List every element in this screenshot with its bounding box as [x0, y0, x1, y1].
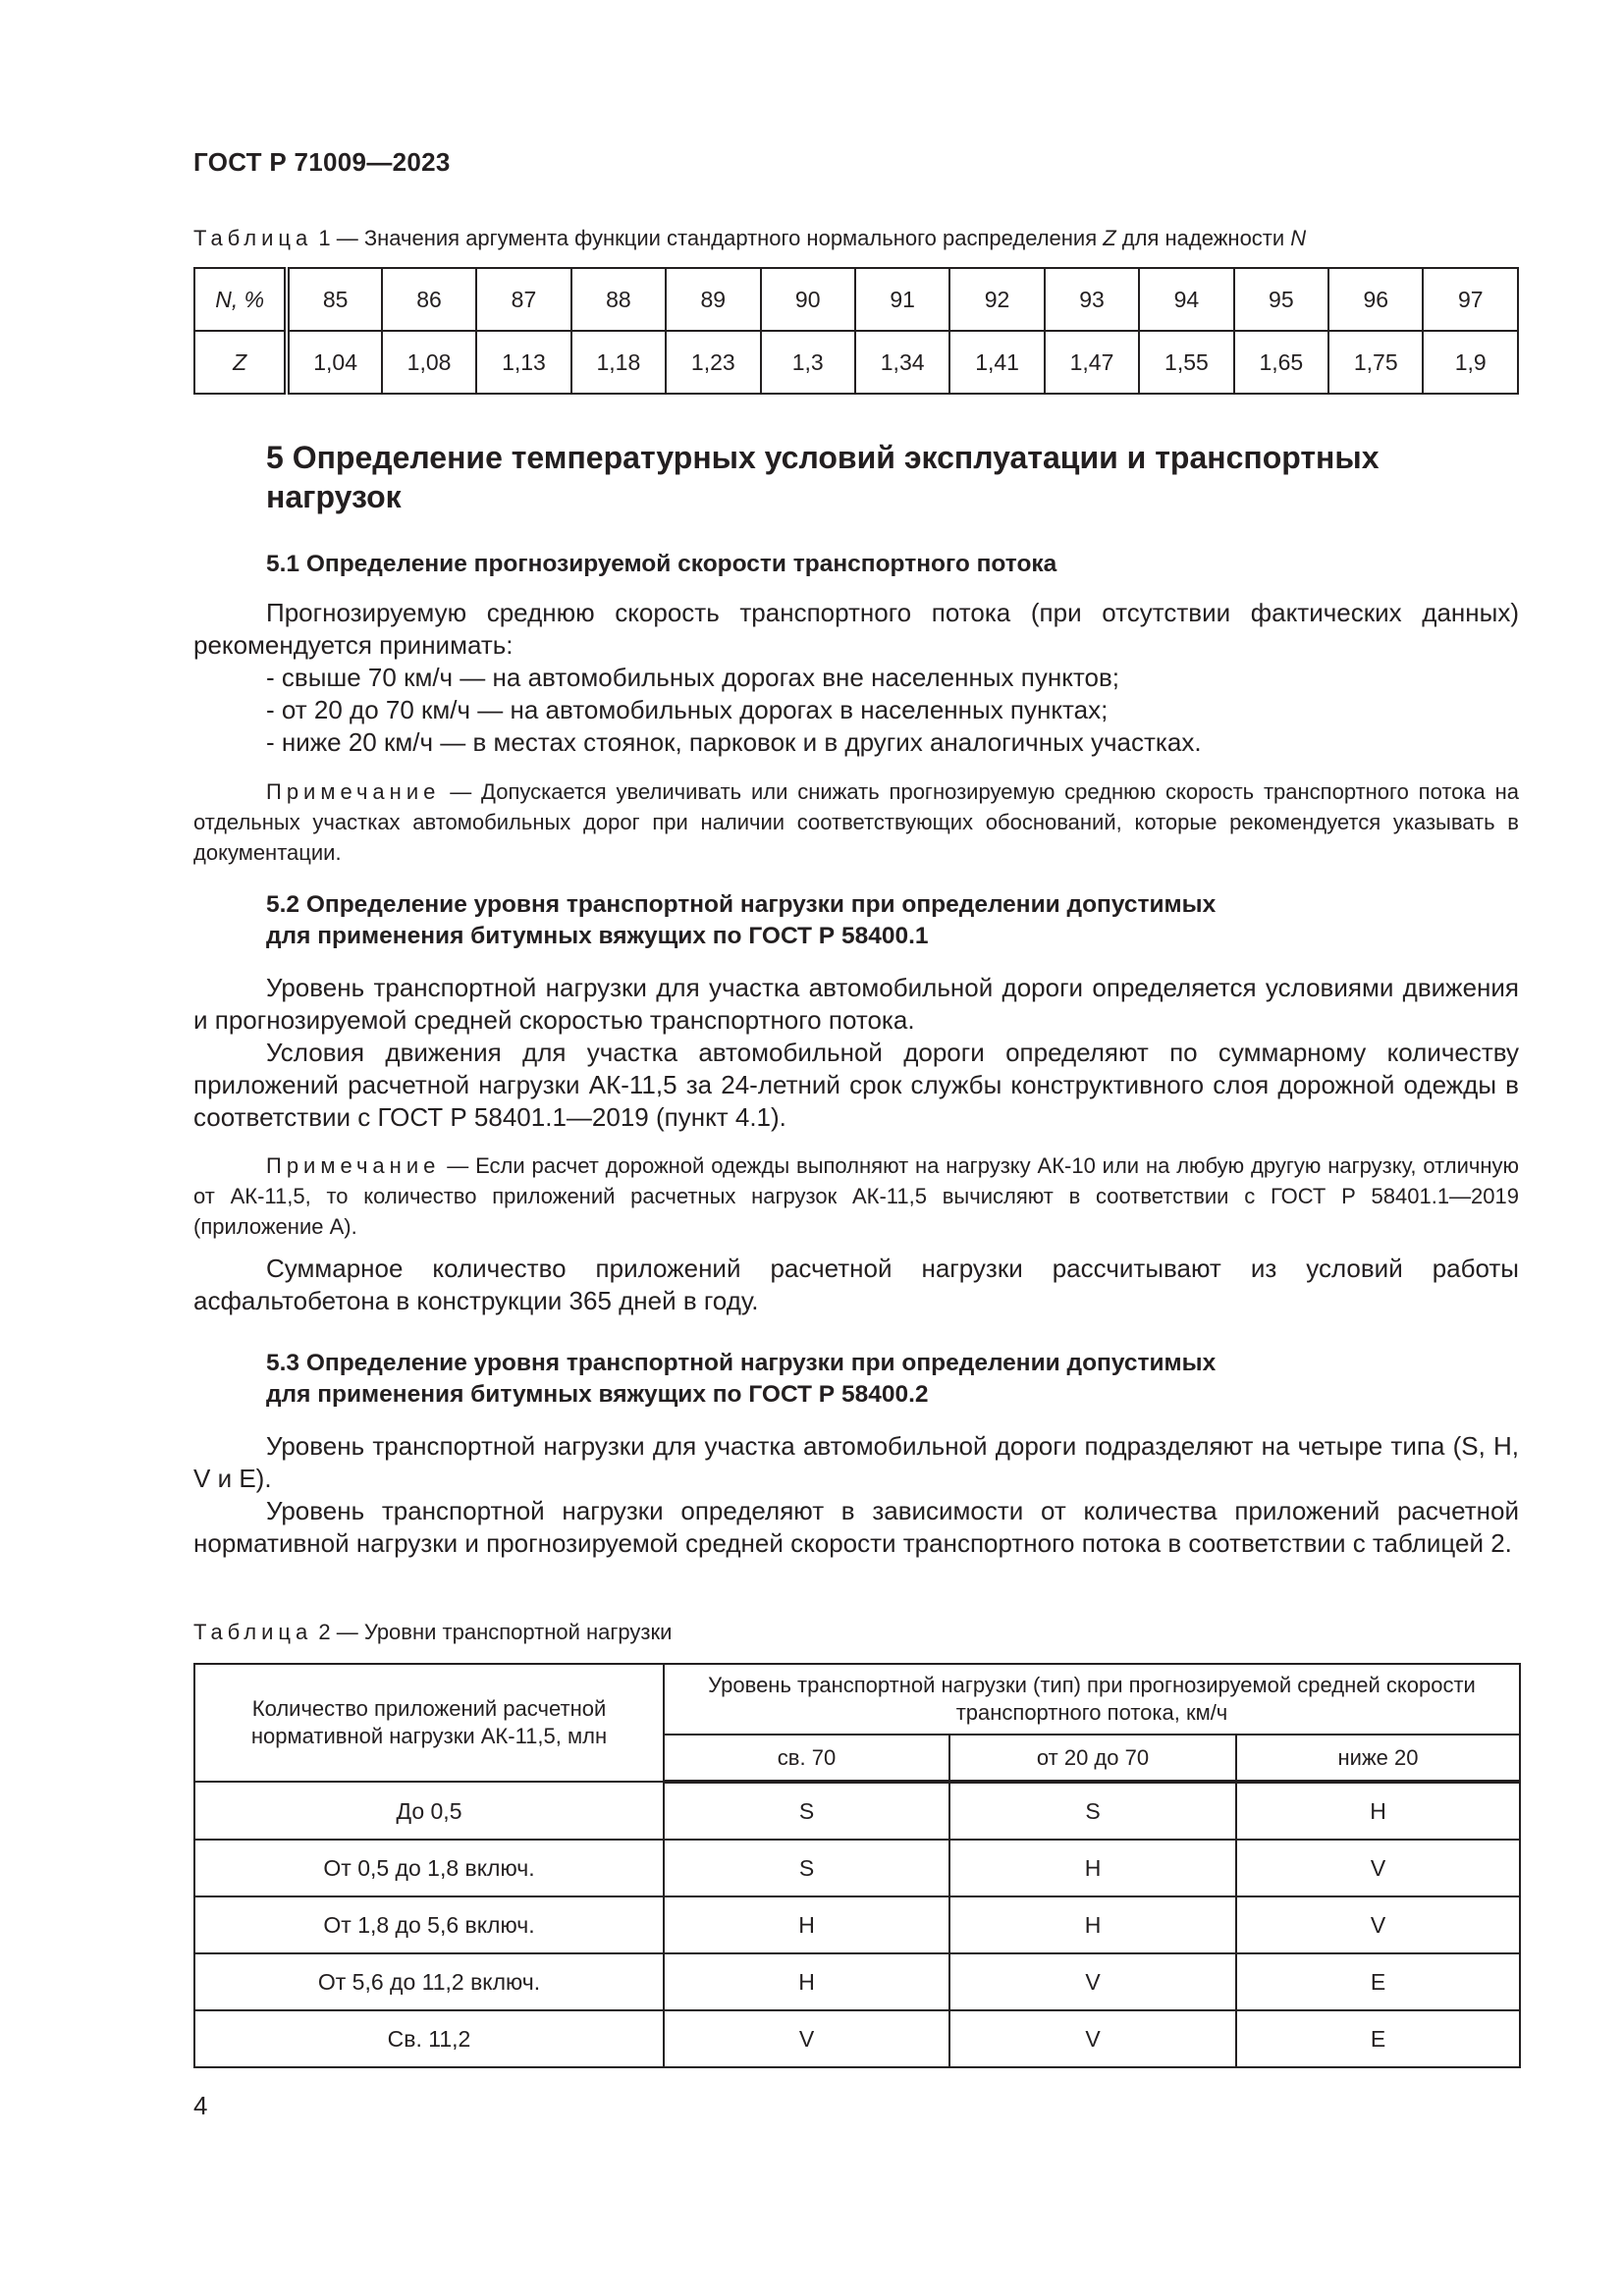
table2-level-cell: H	[1236, 1782, 1520, 1840]
section5-2-note	[193, 1150, 1519, 1242]
table1-cell-z: 1,65	[1234, 331, 1328, 394]
table2-level-cell: E	[1236, 2010, 1520, 2067]
table1-cell-z: 1,34	[855, 331, 949, 394]
table2-subheader: от 20 до 70	[949, 1735, 1236, 1782]
table1-cell-z: 1,13	[476, 331, 570, 394]
speed-list-item: - от 20 до 70 км/ч — на автомобильных дорогах в населенных пунктах;	[266, 695, 1109, 724]
table1-cell-n: 89	[666, 268, 760, 331]
table-row	[194, 2010, 1520, 2067]
table1-caption-text: 1 — Значения аргумента функции стандартного нормального распределения	[312, 226, 1104, 250]
table2-level-cell: H	[664, 1953, 949, 2010]
table2-header-row	[194, 1664, 1520, 1735]
speed-list-item: - ниже 20 км/ч — в местах стоянок, парковок и в других аналогичных участках.	[266, 727, 1202, 757]
note-text: — Если расчет дорожной одежды выполняют на нагрузку АК-10 или на любую другую нагрузку, отличную от АК-11,5, то количество приложений расчетных нагрузок АК-11,5 вычисляют в соответствии с ГОСТ Р 58401.1—2019 (приложение А).	[193, 1153, 1519, 1239]
table2-level-cell: V	[949, 2010, 1236, 2067]
table2-subheader: св. 70	[664, 1735, 949, 1782]
table-row	[194, 1840, 1520, 1896]
table2-level-cell: H	[664, 1896, 949, 1953]
section5-2-paragraph-2: Условия движения для участка автомобильной дороги определяют по суммарному количеству приложений расчетной нагрузки АК-11,5 за 24-летний срок службы конструктивного слоя дорожной одежды в соответствии с ГОСТ Р 58401.1—2019 (пункт 4.1).	[193, 1038, 1519, 1132]
table2-col0-header: Количество приложений расчетной нормативной нагрузки АК-11,5, млн	[194, 1664, 664, 1782]
section5-2-heading-line2: для применения битумных вяжущих по ГОСТ Р 58400.1	[266, 923, 929, 949]
table1-row-n	[194, 268, 1518, 331]
table2-subheader: ниже 20	[1236, 1735, 1520, 1782]
section5-3-heading-line1: 5.3 Определение уровня транспортной нагрузки при определении допустимых	[266, 1350, 1217, 1376]
section5-2-paragraph-3: Суммарное количество приложений расчетной нагрузки рассчитывают из условий работы асфальтобетона в конструкции 365 дней в году.	[193, 1254, 1519, 1315]
table2-caption-text: 2 — Уровни транспортной нагрузки	[312, 1620, 673, 1644]
table1-cell-z: 1,23	[666, 331, 760, 394]
table1-caption	[193, 226, 1306, 251]
table1-cell-n: 88	[571, 268, 666, 331]
section5-2-heading-line1: 5.2 Определение уровня транспортной нагрузки при определении допустимых	[266, 891, 1217, 918]
table2-level-cell: S	[664, 1840, 949, 1896]
table1-reliability	[193, 267, 1519, 395]
section5-1-note	[193, 776, 1519, 868]
table1-cell-n: 85	[287, 268, 381, 331]
table1-cell-z: 1,3	[761, 331, 855, 394]
table1-cell-z: 1,55	[1139, 331, 1233, 394]
table1-cell-z: 1,75	[1328, 331, 1423, 394]
table2-range-cell: До 0,5	[194, 1782, 664, 1840]
table-row	[194, 1896, 1520, 1953]
table1-caption-n: N	[1290, 226, 1307, 250]
table1-cell-n: 87	[476, 268, 570, 331]
table1-cell-n: 97	[1423, 268, 1518, 331]
table2-level-cell: V	[1236, 1896, 1520, 1953]
table1-cell-n: 93	[1045, 268, 1139, 331]
table1-caption-z: Z	[1103, 226, 1116, 250]
section5-3-paragraph-1: Уровень транспортной нагрузки для участка автомобильной дороги подразделяют на четыре типа (S, H, V и E).	[193, 1431, 1519, 1493]
table1-cell-z-label: Z	[194, 331, 287, 394]
table1-cell-z: 1,47	[1045, 331, 1139, 394]
table-row	[194, 1953, 1520, 2010]
table2-range-cell: От 0,5 до 1,8 включ.	[194, 1840, 664, 1896]
table1-cell-n: 91	[855, 268, 949, 331]
table1-cell-z: 1,9	[1423, 331, 1518, 394]
table1-cell-n: 86	[382, 268, 476, 331]
section5-1-heading: 5.1 Определение прогнозируемой скорости транспортного потока	[266, 551, 1057, 577]
table2-caption	[193, 1620, 672, 1645]
table2-group-header: Уровень транспортной нагрузки (тип) при прогнозируемой средней скорости транспортного потока, км/ч	[664, 1664, 1520, 1735]
section5-heading: 5 Определение температурных условий эксплуатации и транспортных нагрузок	[266, 440, 1380, 514]
section5-3-paragraph-2: Уровень транспортной нагрузки определяют в зависимости от количества приложений расчетной нормативной нагрузки и прогнозируемой средней скорости транспортного потока в соответствии с таблицей 2.	[193, 1496, 1519, 1558]
table1-cell-n: 95	[1234, 268, 1328, 331]
document-page	[193, 0, 1519, 2296]
table2-level-cell: V	[664, 2010, 949, 2067]
note-label: Примечание	[266, 1153, 441, 1178]
table2-range-cell: От 5,6 до 11,2 включ.	[194, 1953, 664, 2010]
table1-cell-z: 1,18	[571, 331, 666, 394]
table2-level-cell: H	[949, 1840, 1236, 1896]
table1-cell-n: 92	[949, 268, 1044, 331]
table1-cell-n-label: N, %	[194, 268, 287, 331]
table1-cell-n: 90	[761, 268, 855, 331]
page-number: 4	[193, 2091, 208, 2120]
table-row	[194, 1782, 1520, 1840]
speed-list-item: - свыше 70 км/ч — на автомобильных дорогах вне населенных пунктов;	[266, 663, 1119, 692]
table2-level-cell: V	[949, 1953, 1236, 2010]
table1-cell-z: 1,04	[287, 331, 381, 394]
table2-level-cell: S	[949, 1782, 1236, 1840]
table1-caption-label: Таблица	[193, 226, 313, 250]
section5-1-paragraph: Прогнозируемую среднюю скорость транспортного потока (при отсутствии фактических данных) рекомендуется принимать:	[193, 598, 1519, 660]
table2-caption-label: Таблица	[193, 1620, 313, 1644]
note-label: Примечание	[266, 779, 441, 804]
table2-level-cell: V	[1236, 1840, 1520, 1896]
table2-level-cell: H	[949, 1896, 1236, 1953]
table2-traffic-load-levels	[193, 1663, 1521, 2068]
table2-level-cell: S	[664, 1782, 949, 1840]
table1-cell-z: 1,08	[382, 331, 476, 394]
document-code: ГОСТ Р 71009—2023	[193, 147, 451, 177]
section5-2-paragraph-1: Уровень транспортной нагрузки для участка автомобильной дороги определяется условиями движения и прогнозируемой средней скоростью транспортного потока.	[193, 973, 1519, 1035]
table1-cell-n: 96	[1328, 268, 1423, 331]
table1-cell-z: 1,41	[949, 331, 1044, 394]
section5-3-heading-line2: для применения битумных вяжущих по ГОСТ Р 58400.2	[266, 1381, 929, 1408]
table2-range-cell: Св. 11,2	[194, 2010, 664, 2067]
table1-cell-n: 94	[1139, 268, 1233, 331]
table1-caption-mid: для надежности	[1115, 226, 1291, 250]
note-text: — Допускается увеличивать или снижать прогнозируемую среднюю скорость транспортного потока на отдельных участках автомобильных дорог при наличии соответствующих обоснований, которые рекомендуется указывать в документации.	[193, 779, 1519, 865]
table1-row-z	[194, 331, 1518, 394]
table2-level-cell: E	[1236, 1953, 1520, 2010]
table2-range-cell: От 1,8 до 5,6 включ.	[194, 1896, 664, 1953]
